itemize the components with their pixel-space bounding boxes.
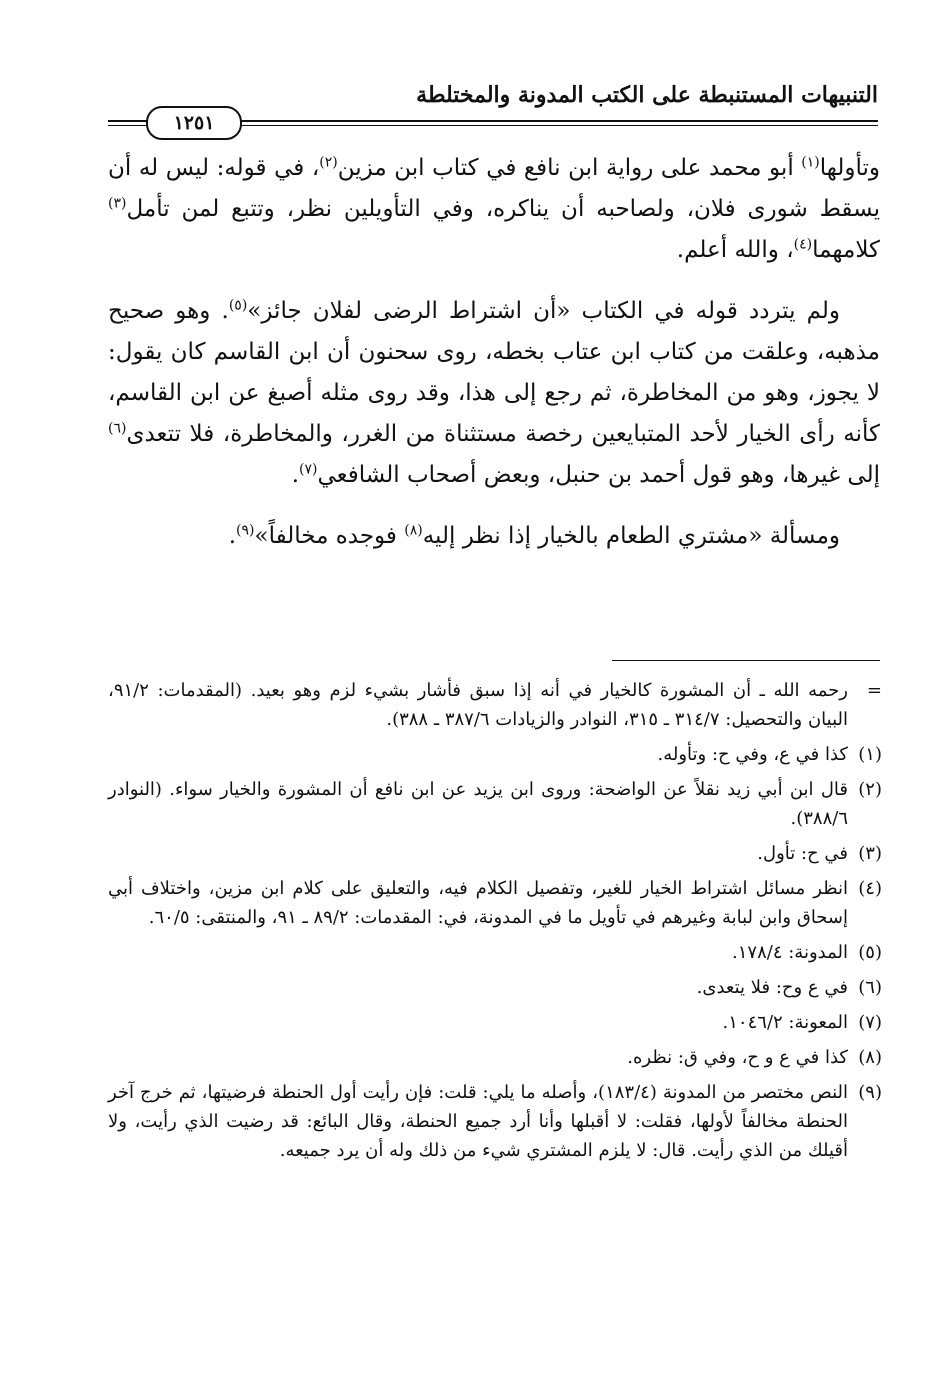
footnote-ref-7: (٧) [299,461,318,478]
running-title: التنبيهات المستنبطة على الكتب المدونة والمختلطة [416,82,878,108]
footnote-ref-2: (٢) [319,154,338,171]
footnote-5: (٥) المدونة: ١٧٨/٤. [732,942,882,963]
footnote-ref-5: (٥) [228,297,248,314]
footnote-9: (٩) النص مختصر من المدونة (١٨٣/٤)، وأصله ما يلي: قلت: فإن رأيت أول الحنطة فرضيتها، ثم خرج آخر الحنطة مخالفاً لأولها، فقلت: لا أقبلها وأنا أرد جميع الحنطة، وقال البائع: قد رضيت الذي رأيت، ولا أقيلك من الذي رأيت. قال: لا يلزم المشتري شيء من ذلك وله أن يرد جميعه. [108,1082,882,1161]
footnote-2: (٢) قال ابن أبي زيد نقلاً عن الواضحة: وروى ابن يزيد عن ابن نافع أن المشورة والخيار سواء. (النوادر ٣٨٨/٦). [108,779,882,829]
footnote-ref-9: (٩) [236,522,255,539]
paragraph-3: ومسألة «مشتري الطعام بالخيار إذا نظر إليه$^{(٨)}$ فوجده مخالفاً»$^{(٩)}$. [228,522,840,549]
page-number: ١٢٥١ [146,106,242,140]
footnote-ref-3: (٣) [108,195,127,212]
paragraph-1: وتأولها$^{(١)}$ أبو محمد على رواية ابن نافع في كتاب ابن مزين$^{(٢)}$، في قوله: ليس له أن يسقط شورى فلان، ولصاحبه أن يناكره، وفي التأويلين نظر، وتتبع لمن تأمل$^{(٣)}$ كلامهما$^{(٤)}$، والله أعلم. [108,154,881,263]
main-text [108,148,880,577]
footnote-8: (٨) كذا في ع و ح، وفي ق: نظره. [627,1047,882,1068]
footnote-ref-4: (٤) [793,236,813,253]
footnote-separator [612,660,880,661]
footnotes [108,676,882,1171]
footnote-ref-6: (٦) [108,420,127,437]
footnote-3: (٣) في ح: تأول. [757,843,882,864]
footnote-1: (١) كذا في ع، وفي ح: وتأوله. [657,744,882,765]
page-header [108,82,878,134]
footnote-continued: = رحمه الله ـ أن المشورة كالخيار في أنه إذا سبق فأشار بشيء لزم وهو بعيد. (المقدمات: ٩١/٢، البيان والتحصيل: ٣١٤/٧ ـ ٣١٥، النوادر والزيادات ٣٨٧/٦ ـ ٣٨٨). [108,680,882,730]
paragraph-2: ولم يتردد قوله في الكتاب «أن اشتراط الرضى لفلان جائز»$^{(٥)}$. وهو صحيح مذهبه، وعلقت من كتاب ابن عتاب بخطه، روى سحنون أن ابن القاسم كان يقول: لا يجوز، وهو من المخاطرة، ثم رجع إلى هذا، وقد روى مثله أصبغ عن ابن القاسم، كأنه رأى الخيار لأحد المتبايعين رخصة مستثناة من الغرر، والمخاطرة، فلا تتعدى$^{(٦)}$ إلى غيرها، وهو قول أحمد بن حنبل، وبعض أصحاب الشافعي$^{(٧)}$. [108,297,880,488]
footnote-ref-8: (٨) [404,522,423,539]
footnote-ref-1: (١) [801,154,820,171]
footnote-6: (٦) في ع وح: فلا يتعدى. [696,977,882,998]
footnote-7: (٧) المعونة: ١٠٤٦/٢. [722,1012,882,1033]
footnote-4: (٤) انظر مسائل اشتراط الخيار للغير، وتفصيل الكلام فيه، والتعليق على كلام ابن مزين، واختلاف أبي إسحاق وابن لبابة وغيرهم في تأويل ما في المدونة، في: المقدمات: ٨٩/٢ ـ ٩١، والمنتقى: ٦٠/٥. [108,878,882,928]
